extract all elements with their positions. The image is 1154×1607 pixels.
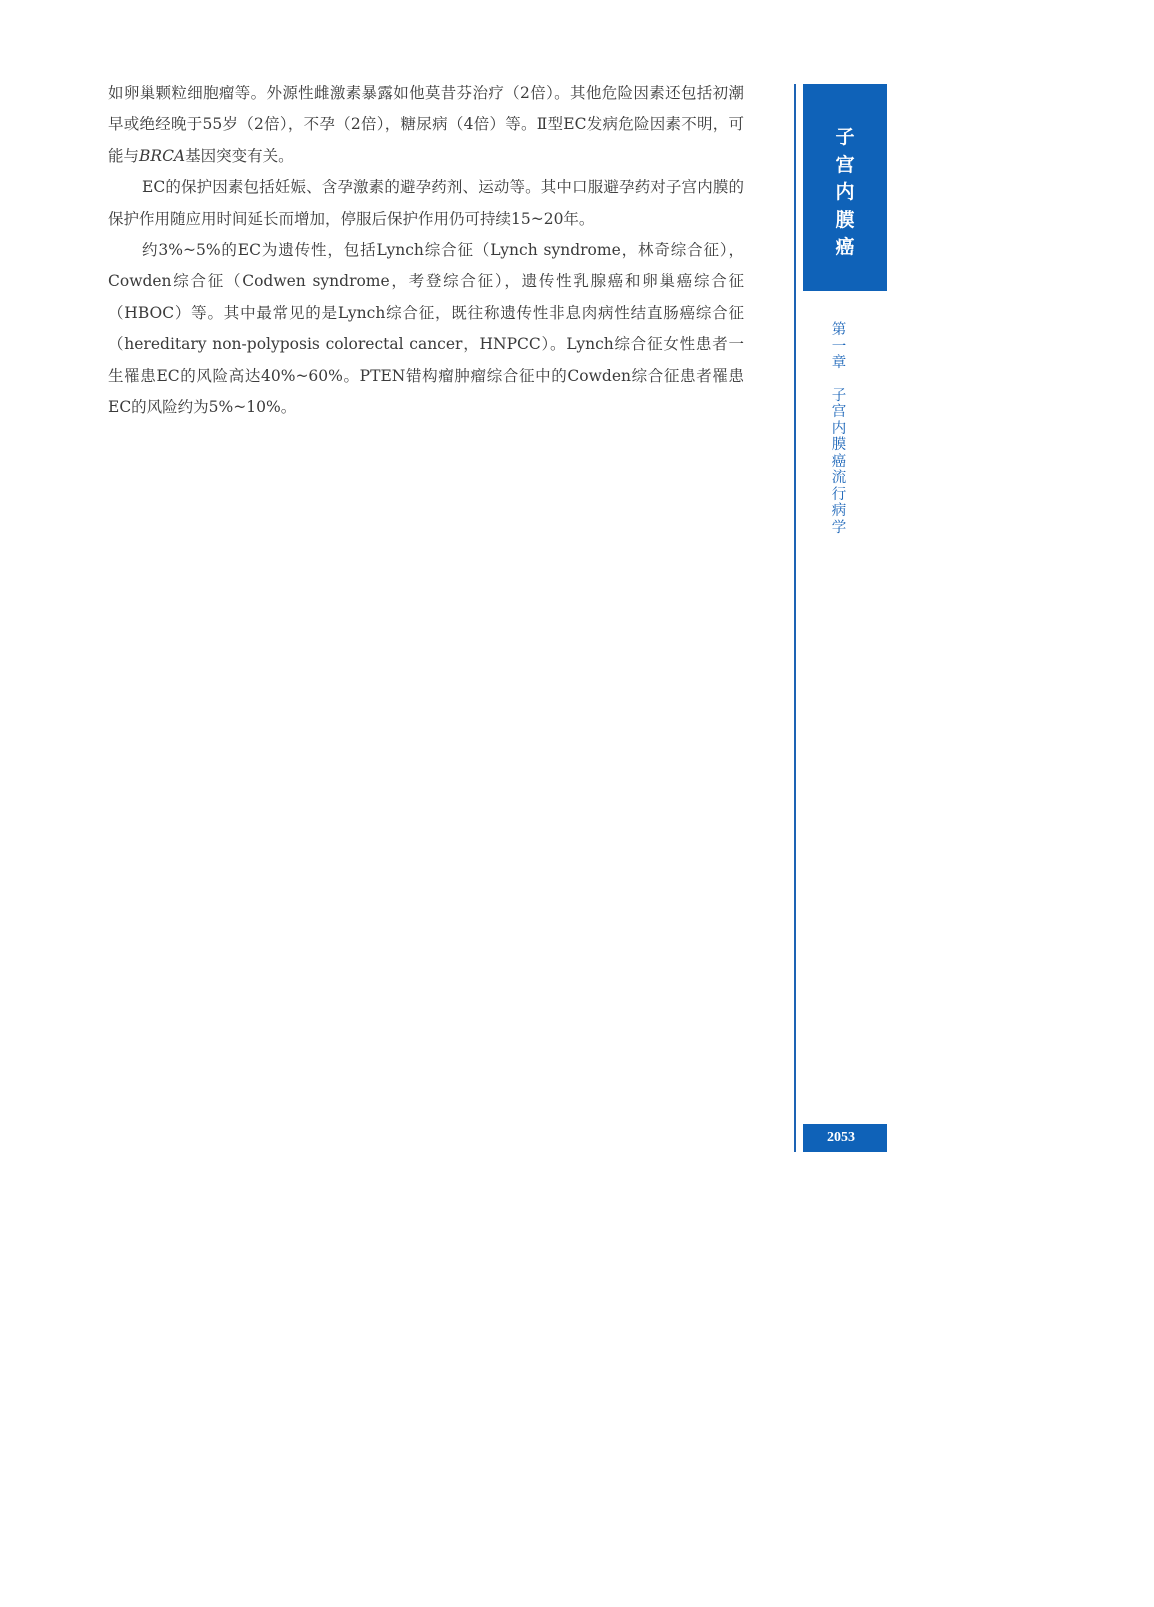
chapter-title-char: 流 [831, 470, 847, 486]
chapter-title-char: 膜 [831, 437, 847, 453]
page-number: 2053 [803, 1124, 887, 1152]
paragraph-protective-factors: EC的保护因素包括妊娠、含孕激素的避孕药剂、运动等。其中口服避孕药对子宫内膜的保护作用随应用时间延长而增加，停服后保护作用仍可持续15~20年。 [108, 178, 744, 228]
chapter-title-char: 癌 [831, 453, 847, 470]
section-tab-char: 膜 [835, 208, 855, 231]
section-tab-char: 内 [835, 181, 855, 203]
chapter-label-char: 第 [831, 322, 847, 338]
body-text [108, 78, 744, 423]
margin-rule [794, 84, 796, 1152]
paragraph-risk-factors [108, 78, 744, 172]
paragraph-hereditary: 约3%~5%的EC为遗传性，包括Lynch综合征（Lynch syndrome，林奇综合征），Cowden综合征（Codwen syndrome，考登综合征），遗传性乳腺癌和卵巢癌综合征（HBOC）等。其中最常见的是Lynch综合征，既往称遗传性非息肉病性结直肠癌综合征（hereditary non-polyposis colorectal cancer，HNPCC）。Lynch综合征女性患者一生罹患EC的风险高达40%~60%。PTEN错构瘤肿瘤综合征中的Cowden综合征患者罹患EC的风险约为5%~10%。 [108, 241, 744, 417]
paragraph-risk-factors-end: 基因突变有关。 [185, 146, 294, 165]
chapter-label-char: 章 [831, 355, 847, 371]
chapter-title-char: 子 [831, 387, 847, 404]
section-tab-char: 癌 [835, 236, 855, 258]
chapter-heading [803, 322, 875, 536]
gene-name-brca: BRCA [139, 146, 186, 165]
chapter-label-char: 一 [831, 338, 847, 355]
section-tab-char: 宫 [835, 153, 855, 176]
section-tab [803, 84, 887, 291]
chapter-title-char: 内 [831, 420, 847, 437]
paragraph-risk-factors-text: 如卵巢颗粒细胞瘤等。外源性雌激素暴露如他莫昔芬治疗（2倍）。其他危险因素还包括初潮早或绝经晚于55岁（2倍），不孕（2倍），糖尿病（4倍）等。Ⅱ型EC发病危险因素不明，可能与 [108, 84, 744, 165]
chapter-title-char: 宫 [831, 404, 847, 420]
chapter-title-char: 病 [831, 503, 847, 519]
chapter-title-char: 行 [831, 486, 847, 503]
chapter-title-char: 学 [831, 519, 847, 536]
section-tab-char: 子 [835, 126, 855, 148]
